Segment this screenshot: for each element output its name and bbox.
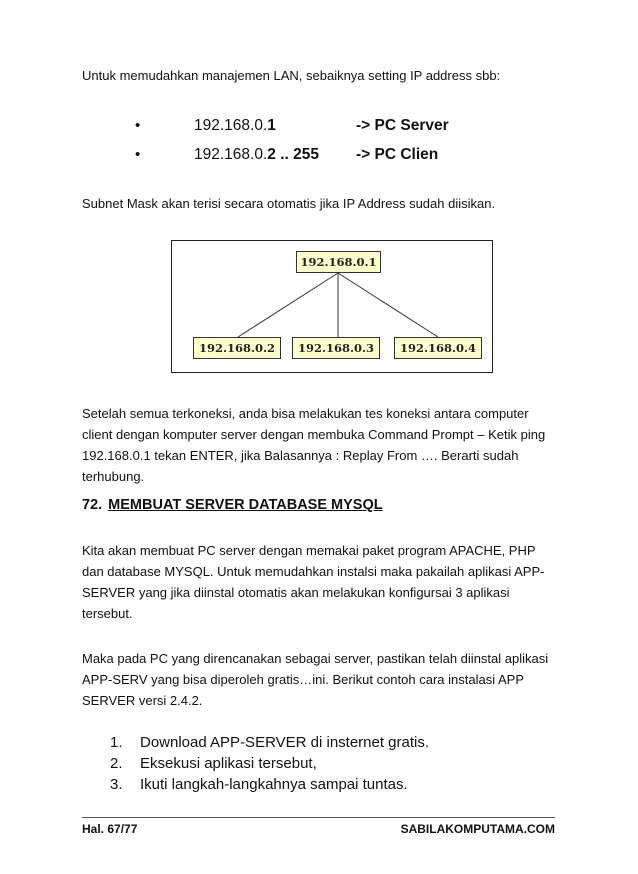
connector-line [338, 273, 438, 337]
step-text: Download APP-SERVER di insternet gratis. [140, 734, 430, 751]
mysql-intro-paragraph: Kita akan membuat PC server dengan memakai paket program APACHE, PHP dan database MYSQL. Untuk memudahkan instalsi maka pakailah aplikasi APP-SERVER yang jika diinstal otomatis akan melakukan konfigursai 3 aplikasi tersebut. [82, 543, 545, 621]
bullet-icon: • [135, 117, 141, 134]
ip-role: -> PC Clien [356, 146, 439, 163]
client-node: 192.168.0.2 [193, 337, 281, 359]
appserv-paragraph: Maka pada PC yang direncanakan sebagai server, pastikan telah diinstal aplikasi APP-SERV yang bisa diperoleh gratis…ini. Berikut contoh cara instalasi APP SERVER versi 2.4.2. [82, 651, 549, 708]
server-node: 192.168.0.1 [296, 251, 381, 273]
step-number: 1. [110, 734, 123, 751]
steps-list [110, 732, 429, 795]
site-name: SABILAKOMPUTAMA.COM [400, 822, 555, 836]
list-item [110, 774, 429, 795]
network-diagram [171, 240, 493, 373]
section-heading [82, 497, 383, 513]
ip-address: 192.168.0.2 .. 255 [194, 146, 319, 163]
step-number: 2. [110, 755, 123, 772]
section-title: MEMBUAT SERVER DATABASE MYSQL [108, 497, 383, 513]
ip-list-item [0, 144, 638, 168]
page-number: Hal. 67/77 [82, 822, 138, 836]
connection-paragraph: Setelah semua terkoneksi, anda bisa melakukan tes koneksi antara computer client dengan komputer server dengan membuka Command Prompt – Ketik ping 192.168.0.1 tekan ENTER, jika Balasannya : Replay From …. Berarti sudah terhubung. [82, 406, 546, 484]
ip-list-item [0, 115, 638, 139]
list-item [110, 732, 429, 753]
connector-line [238, 273, 338, 337]
list-item [110, 753, 429, 774]
step-number: 3. [110, 776, 123, 793]
section-number: 72. [82, 497, 103, 513]
intro-text: Untuk memudahkan manajemen LAN, sebaiknya setting IP address sbb: [82, 68, 501, 83]
step-text: Eksekusi aplikasi tersebut, [140, 755, 317, 772]
step-text: Ikuti langkah-langkahnya sampai tuntas. [140, 776, 408, 793]
bullet-icon: • [135, 146, 141, 163]
ip-role: -> PC Server [356, 117, 449, 134]
client-node: 192.168.0.4 [394, 337, 482, 359]
subnet-note: Subnet Mask akan terisi secara otomatis jika IP Address sudah diisikan. [82, 196, 496, 211]
client-node: 192.168.0.3 [292, 337, 380, 359]
footer-divider [82, 817, 555, 818]
ip-address: 192.168.0.1 [194, 117, 276, 134]
